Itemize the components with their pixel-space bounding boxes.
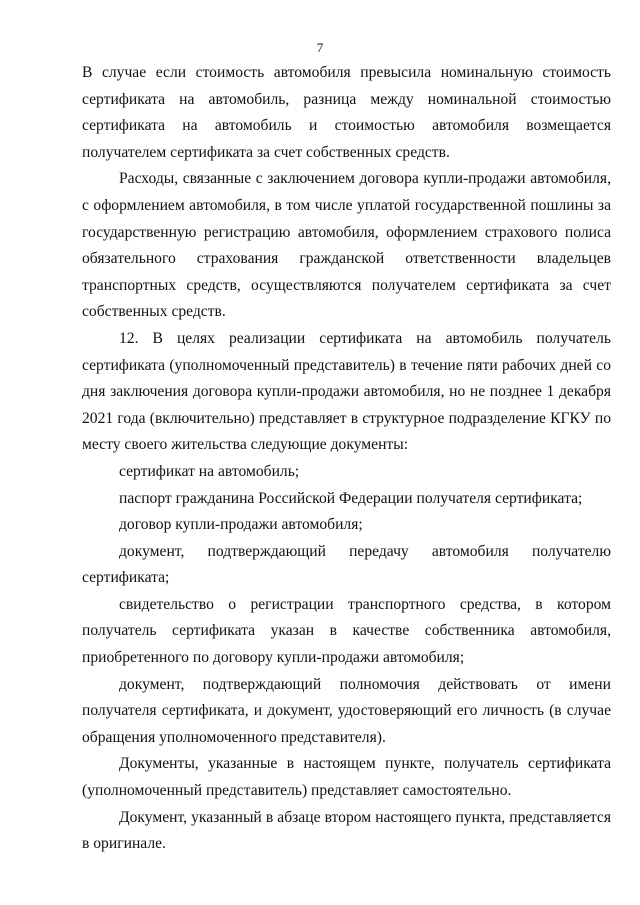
list-item-passport: паспорт гражданина Российской Федерации получателя сертификата; [119,489,583,507]
document-body [82,60,611,858]
paragraph-certificate-cost-difference: В случае если стоимость автомобиля превысила номинальную стоимость сертификата на автомобиль, разница между номинальной стоимостью сертификата на автомобиль и стоимостью автомобиля возмещается получателем сертификата за счет собственных средств. [82,64,611,161]
list-item-transfer-document: документ, подтверждающий передачу автомобиля получателю сертификата; [82,542,611,587]
paragraph-purchase-expenses: Расходы, связанные с заключением договора купли-продажи автомобиля, с оформлением автомобиля, в том числе уплатой государственной пошлины за государственную регистрацию автомобиля, оформлением страхового полиса обязательного страхования гражданской ответственности владельцев транспортных средств, осуществляются получателем сертификата за счет собственных средств. [82,170,611,321]
page-number: 7 [316,40,324,55]
list-item-sales-contract: договор купли-продажи автомобиля; [119,516,363,534]
paragraph-original-document: Документ, указанный в абзаце втором настоящего пункта, представляется в оригинале. [82,808,611,853]
list-item-certificate: сертификат на автомобиль; [119,462,300,480]
paragraph-self-submission: Документы, указанные в настоящем пункте, получатель сертификата (уполномоченный представитель) представляет самостоятельно. [82,755,611,800]
list-item-authority-document: документ, подтверждающий полномочия действовать от имени получателя сертификата, и документ, удостоверяющий его личность (в случае обращения уполномоченного представителя). [82,675,611,746]
list-item-registration-certificate: свидетельство о регистрации транспортного средства, в котором получатель сертификата указан в качестве собственника автомобиля, приобретенного по договору купли-продажи автомобиля; [82,595,611,667]
paragraph-clause-12: 12. В целях реализации сертификата на автомобиль получатель сертификата (уполномоченный представитель) в течение пяти рабочих дней со дня заключения договора купли-продажи автомобиля, но не позднее 1 декабря 2021 года (включительно) представляет в структурное подразделение КГКУ по месту своего жительства следующие документы: [82,329,611,454]
